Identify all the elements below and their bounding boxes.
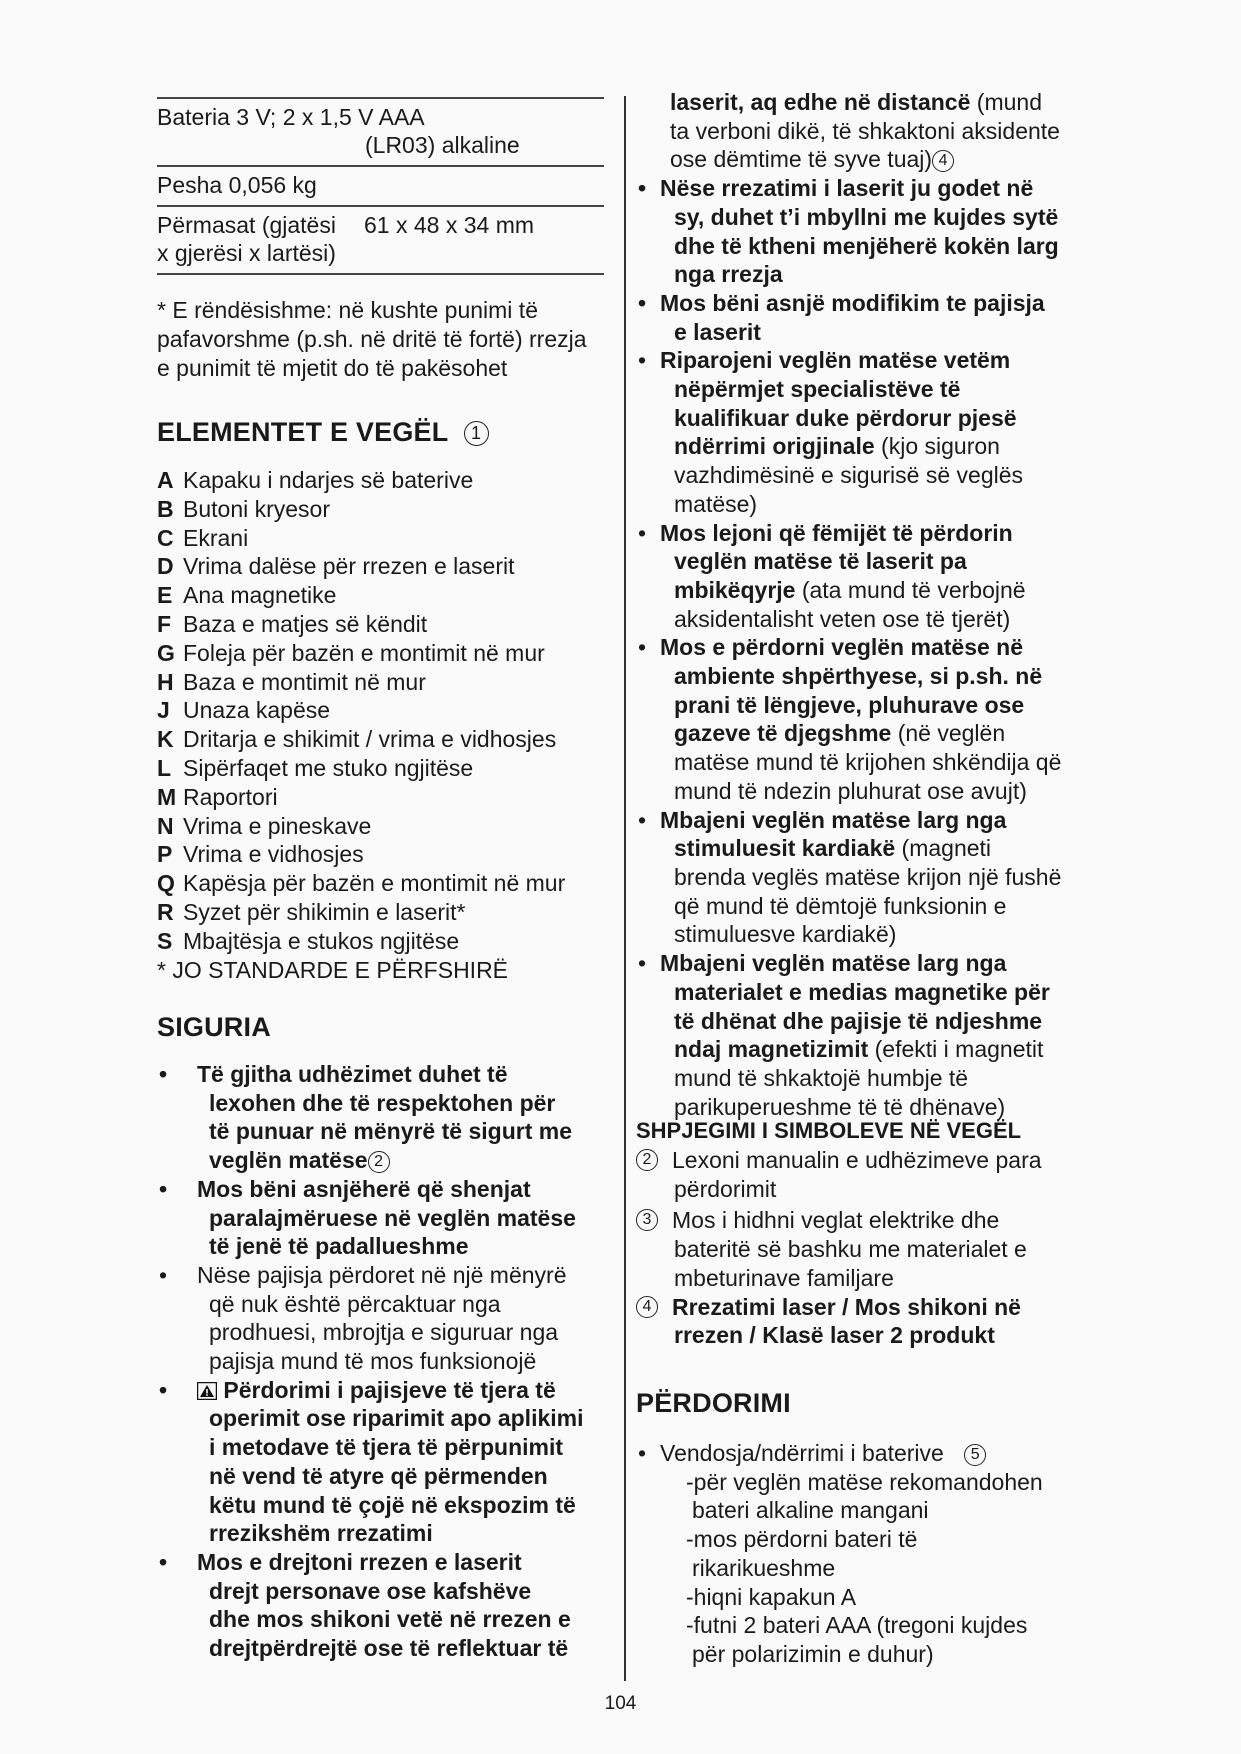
line: (ata mund të verbojnë — [795, 576, 1026, 603]
safety-item: • Mos lejoni që fëmijët të përdorin veglën matëse të laserit pa mbikëqyrje (ata mund të verbojnë aksidentalisht veten ose të tjerët) — [636, 519, 1106, 634]
column-divider — [624, 96, 626, 1681]
line: brenda veglës matëse krijon një fushë — [674, 863, 1062, 890]
line: përdorimit — [674, 1175, 777, 1202]
line: që nuk është përcaktuar nga — [209, 1290, 501, 1317]
line: pajisja mund të mos funksionojë — [209, 1348, 537, 1375]
line: mund të ndezin pluhurat ose avujt) — [674, 777, 1027, 804]
siguria-title: SIGURIA — [157, 1012, 271, 1042]
figure-ref-icon: 2 — [636, 1149, 658, 1171]
line: të dhënat dhe pajisje të ndjeshme — [674, 1007, 1043, 1034]
figure-ref-icon: 1 — [464, 421, 489, 446]
line: Mbajeni veglën matëse larg nga — [660, 806, 1007, 833]
line: nëpërmjet specialistëve të — [674, 376, 961, 403]
safety-item: • Riparojeni veglën matëse vetëm nëpërmjet specialistëve të kualifikuar duke përdorur pjesë ndërrimi origjinale (kjo siguron vazhdimësinë e sigurisë së veglës matëse) — [636, 346, 1106, 518]
line: Mos i hidhni veglat elektrike dhe — [672, 1207, 1000, 1234]
part-label: Vrima e vidhosjes — [183, 841, 364, 868]
part-key: Q — [157, 870, 175, 897]
part-key: B — [157, 495, 174, 522]
line: Mos bëni asnjëherë që shenjat — [197, 1175, 531, 1202]
line: Të gjitha udhëzimet duhet të — [197, 1061, 508, 1087]
line: që mund të dëmtojë funksionin e — [674, 892, 1007, 919]
part-label: Kapaku i ndarjes së baterive — [183, 467, 474, 493]
spec-dims-label: Përmasat (gjatësi — [157, 212, 336, 238]
part-key: R — [157, 898, 174, 925]
line: të punuar në mënyrë të sigurt me — [209, 1118, 572, 1145]
part-item — [157, 898, 609, 927]
line: dhe mos shikoni vetë në rrezen e — [209, 1606, 571, 1633]
part-label: Syzet për shikimin e laserit* — [183, 898, 466, 925]
line: laserit, aq edhe në distancë — [670, 89, 971, 115]
line: Mos bëni asnjë modifikim te pajisja — [660, 289, 1045, 316]
part-label: Butoni kryesor — [183, 495, 331, 522]
safety-item: • Mbajeni veglën matëse larg nga stimuluesit kardiakë (magneti brenda veglës matëse krijon një fushë që mund të dëmtojë funksionin e stimuluesve kardiakë) — [636, 806, 1106, 950]
siguria-heading — [157, 1012, 271, 1043]
part-key: M — [157, 783, 177, 810]
part-key: H — [157, 668, 174, 695]
continued-item — [636, 88, 1106, 174]
line: mund të shkaktojë humbje të — [674, 1064, 969, 1091]
part-item — [157, 495, 609, 524]
part-label: Sipërfaqet me stuko ngjitëse — [183, 754, 474, 781]
part-key: A — [157, 467, 174, 493]
part-key: J — [157, 697, 170, 724]
usage-substep: rikarikueshme — [692, 1554, 836, 1581]
line: Mos e përdorni veglën matëse në — [660, 634, 1024, 661]
usage-substep: bateri alkaline mangani — [692, 1497, 929, 1524]
important-note — [157, 296, 609, 383]
spec-battery-line2: (LR03) alkaline — [365, 132, 520, 158]
safety-item: • Nëse pajisja përdoret në një mënyrë që nuk është përcaktuar nga prodhuesi, mbrojtja e siguruar nga pajisja mund të mos funksionojë — [157, 1261, 617, 1376]
part-label: Baza e matjes së këndit — [183, 610, 428, 637]
specs-table — [157, 97, 604, 275]
part-item — [157, 639, 609, 668]
line: matëse) — [674, 490, 758, 517]
line: vazhdimësinë e sigurisë së veglës — [674, 462, 1024, 489]
line: Rrezatimi laser / Mos shikoni në — [672, 1293, 1021, 1320]
part-item — [157, 581, 609, 610]
usage-substep: -futni 2 bateri AAA (tregoni kujdes — [686, 1612, 1028, 1639]
line: Përdorimi i pajisjeve të tjera të — [223, 1376, 556, 1403]
elements-title: ELEMENTET E VEGËL — [157, 417, 448, 447]
line: (kjo siguron — [874, 433, 1000, 460]
line: gazeve të djegshme — [674, 720, 892, 747]
part-key: C — [157, 524, 174, 551]
part-item — [157, 783, 609, 812]
line: mbikëqyrje — [674, 576, 796, 603]
elements-heading — [157, 417, 489, 448]
safety-item: • Nëse rrezatimi i laserit ju godet në sy, duhet t’i mbyllni me kujdes sytë dhe të ktheni menjëherë kokën larg nga rrezja — [636, 174, 1106, 289]
usage-substep: -mos përdorni bateri të — [686, 1526, 918, 1553]
part-label: Foleja për bazën e montimit në mur — [183, 639, 545, 666]
usage-substep: -hiqni kapakun A — [686, 1583, 857, 1610]
spec-weight-text: Pesha 0,056 kg — [157, 172, 317, 198]
part-item — [157, 524, 609, 553]
parts-footnote: * JO STANDARDE E PËRFSHIRË — [157, 956, 509, 983]
part-key: P — [157, 841, 173, 868]
safety-item: • Mos bëni asnjë modifikim te pajisja e laserit — [636, 289, 1106, 346]
safety-item: • Mbajeni veglën matëse larg nga materialet e medias magnetike për të dhënat dhe pajisje të ndjeshme ndaj magnetizimit (efekti i magnetit mund të shkaktojë humbje të parikuperueshme të të dhënave) — [636, 949, 1106, 1121]
usage-item: • Vendosja/ndërrimi i baterive 5 — [636, 1439, 1106, 1468]
line: aksidentalisht veten ose të tjerët) — [674, 605, 1011, 632]
part-label: Raportori — [183, 783, 278, 810]
line: parikuperueshme të të dhënave) — [674, 1093, 1006, 1120]
line: paralajmëruese në veglën matëse — [209, 1204, 576, 1231]
part-label: Baza e montimit në mur — [183, 668, 426, 695]
part-key: D — [157, 553, 174, 580]
line: lexohen dhe të respektohen për — [209, 1089, 556, 1116]
part-label: Unaza kapëse — [183, 697, 331, 724]
part-item — [157, 725, 609, 754]
part-key: F — [157, 610, 172, 637]
line: veglën matëse të laserit pa — [674, 548, 967, 575]
part-key: E — [157, 582, 173, 609]
figure-ref-icon: 2 — [368, 1151, 390, 1173]
line: këtu mund të çojë në ekspozim të — [209, 1491, 576, 1518]
spec-weight — [157, 165, 604, 205]
part-item — [157, 696, 609, 725]
line: veglën matëse — [209, 1147, 368, 1174]
note-line: pafavorshme (p.sh. në dritë të fortë) rrezja — [157, 326, 587, 352]
line: drejtpërdrejtë ose të reflektuar të — [209, 1635, 569, 1662]
line: kualifikuar duke përdorur pjesë — [674, 404, 1017, 431]
symbol-item — [636, 1206, 1106, 1292]
warning-icon — [197, 1382, 217, 1400]
part-label: Kapësja për bazën e montimit në mur — [183, 870, 566, 897]
safety-item: • Mos bëni asnjëherë që shenjat paralajmëruese në veglën matëse të jenë të padallueshme — [157, 1175, 617, 1261]
safety-item: • Përdorimi i pajisjeve të tjera të operimit ose riparimit apo aplikimi i metodave të tjera të përpunimit në vend të atyre që përmenden këtu mund të çojë në ekspozim të rrezikshëm rrezatimi — [157, 1376, 617, 1548]
figure-ref-icon: 4 — [932, 150, 954, 172]
line: Mos e drejtoni rrezen e laserit — [197, 1548, 522, 1575]
usage-substep: -për veglën matëse rekomandohen — [686, 1468, 1043, 1495]
part-item — [157, 610, 609, 639]
usage-section — [636, 1388, 1106, 1669]
symbols-title: SHPJEGIMI I SIMBOLEVE NË VEGËL — [636, 1118, 1022, 1143]
note-line: * E rëndësishme: në kushte punimi të — [157, 297, 538, 323]
figure-ref-icon: 4 — [636, 1296, 658, 1318]
line: matëse mund të krijohen shkëndija që — [674, 749, 1062, 776]
parts-list — [157, 466, 609, 984]
part-item — [157, 869, 609, 898]
note-line: e punimit të mjetit do të pakësohet — [157, 355, 508, 381]
usage-substeps — [636, 1468, 1106, 1669]
part-key: S — [157, 927, 173, 954]
line: stimuluesit kardiakë — [674, 835, 896, 862]
spec-dims-value: 61 x 48 x 34 mm — [364, 212, 535, 238]
line: operimit ose riparimit apo aplikimi — [209, 1405, 584, 1432]
line: i metodave të tjera të përpunimit — [209, 1434, 564, 1461]
line: (mund — [970, 89, 1042, 115]
line: e laserit — [674, 318, 761, 345]
line: rrezen / Klasë laser 2 produkt — [674, 1322, 995, 1349]
line: ndërrimi origjinale — [674, 433, 875, 460]
line: ose dëmtime të syve tuaj) — [670, 146, 933, 173]
part-key: N — [157, 812, 174, 839]
safety-item: • Të gjitha udhëzimet duhet të lexohen dhe të respektohen për të punuar në mënyrë të sigurt me veglën matëse 2 — [157, 1060, 617, 1175]
line: ndaj magnetizimit — [674, 1036, 869, 1063]
line: mbeturinave familjare — [674, 1264, 894, 1291]
line: Mos lejoni që fëmijët të përdorin — [660, 519, 1013, 546]
spec-dimensions — [157, 205, 604, 275]
figure-ref-icon: 5 — [964, 1444, 986, 1466]
usage-title: PËRDORIMI — [636, 1388, 791, 1418]
line: Lexoni manualin e udhëzimeve para — [672, 1147, 1042, 1173]
usage-substep: për polarizimin e duhur) — [692, 1640, 934, 1667]
line: (efekti i magnetit — [868, 1036, 1044, 1063]
line: ta verboni dikë, të shkaktoni aksidente — [670, 117, 1060, 144]
part-label: Vrima e pineskave — [183, 812, 372, 839]
line: nga rrezja — [674, 261, 783, 288]
line: (në veglën — [891, 720, 1006, 747]
safety-item: • Mos e përdorni veglën matëse në ambiente shpërthyese, si p.sh. në prani të lëngjeve, pluhurave ose gazeve të djegshme (në veglën matëse mund të krijohen shkëndija që mund të ndezin pluhurat ose avujt) — [636, 633, 1106, 805]
line: bateritë së bashku me materialet e — [674, 1236, 1027, 1263]
part-label: Mbajtësja e stukos ngjitëse — [183, 927, 460, 954]
page-number: 104 — [604, 1693, 637, 1714]
part-label: Ana magnetike — [183, 582, 337, 609]
part-item — [157, 466, 609, 495]
symbols-section — [636, 1118, 1106, 1350]
line: Nëse pajisja përdoret në një mënyrë — [197, 1261, 567, 1288]
line: Mbajeni veglën matëse larg nga — [660, 950, 1007, 977]
spec-battery-line1: Bateria 3 V; 2 x 1,5 V AAA — [157, 104, 425, 130]
part-key: G — [157, 639, 175, 666]
line: Riparojeni veglën matëse vetëm — [660, 347, 1011, 374]
part-item — [157, 812, 609, 841]
line: dhe të ktheni menjëherë kokën larg — [674, 232, 1059, 259]
line: materialet e medias magnetike për — [674, 978, 1050, 1005]
part-item — [157, 840, 609, 869]
part-item — [157, 927, 609, 956]
part-key: K — [157, 726, 174, 753]
line: Vendosja/ndërrimi i baterive — [660, 1440, 944, 1466]
safety-list-left — [157, 1060, 617, 1663]
safety-list-right — [636, 88, 1106, 1121]
figure-ref-icon: 3 — [636, 1209, 658, 1231]
part-label: Dritarja e shikimit / vrima e vidhosjes — [183, 726, 557, 753]
line: prodhuesi, mbrojtja e siguruar nga — [209, 1319, 559, 1346]
spec-battery — [157, 97, 604, 165]
safety-item: • Mos e drejtoni rrezen e laserit drejt personave ose kafshëve dhe mos shikoni vetë në rrezen e drejtpërdrejtë ose të reflektuar të — [157, 1548, 617, 1663]
part-item — [157, 552, 609, 581]
part-item — [157, 754, 609, 783]
line: sy, duhet t’i mbyllni me kujdes sytë — [674, 203, 1059, 230]
line: stimuluesve kardiakë) — [674, 921, 897, 948]
line: ambiente shpërthyese, si p.sh. në — [674, 663, 1043, 690]
part-key: L — [157, 754, 172, 781]
symbol-item — [636, 1146, 1106, 1203]
line: (magneti — [895, 835, 992, 862]
line: prani të lëngjeve, pluhurave ose — [674, 691, 1025, 718]
spec-dims-label-2: x gjerësi x lartësi) — [157, 240, 336, 266]
part-label: Ekrani — [183, 524, 249, 551]
line: rrezikshëm rrezatimi — [209, 1520, 433, 1547]
line: në vend të atyre që përmenden — [209, 1462, 548, 1489]
part-label: Vrima dalëse për rrezen e laserit — [183, 553, 515, 580]
line: drejt personave ose kafshëve — [209, 1577, 532, 1604]
symbol-item — [636, 1293, 1106, 1350]
part-item — [157, 668, 609, 697]
line: Nëse rrezatimi i laserit ju godet në — [660, 175, 1034, 202]
line: të jenë të padallueshme — [209, 1233, 469, 1260]
